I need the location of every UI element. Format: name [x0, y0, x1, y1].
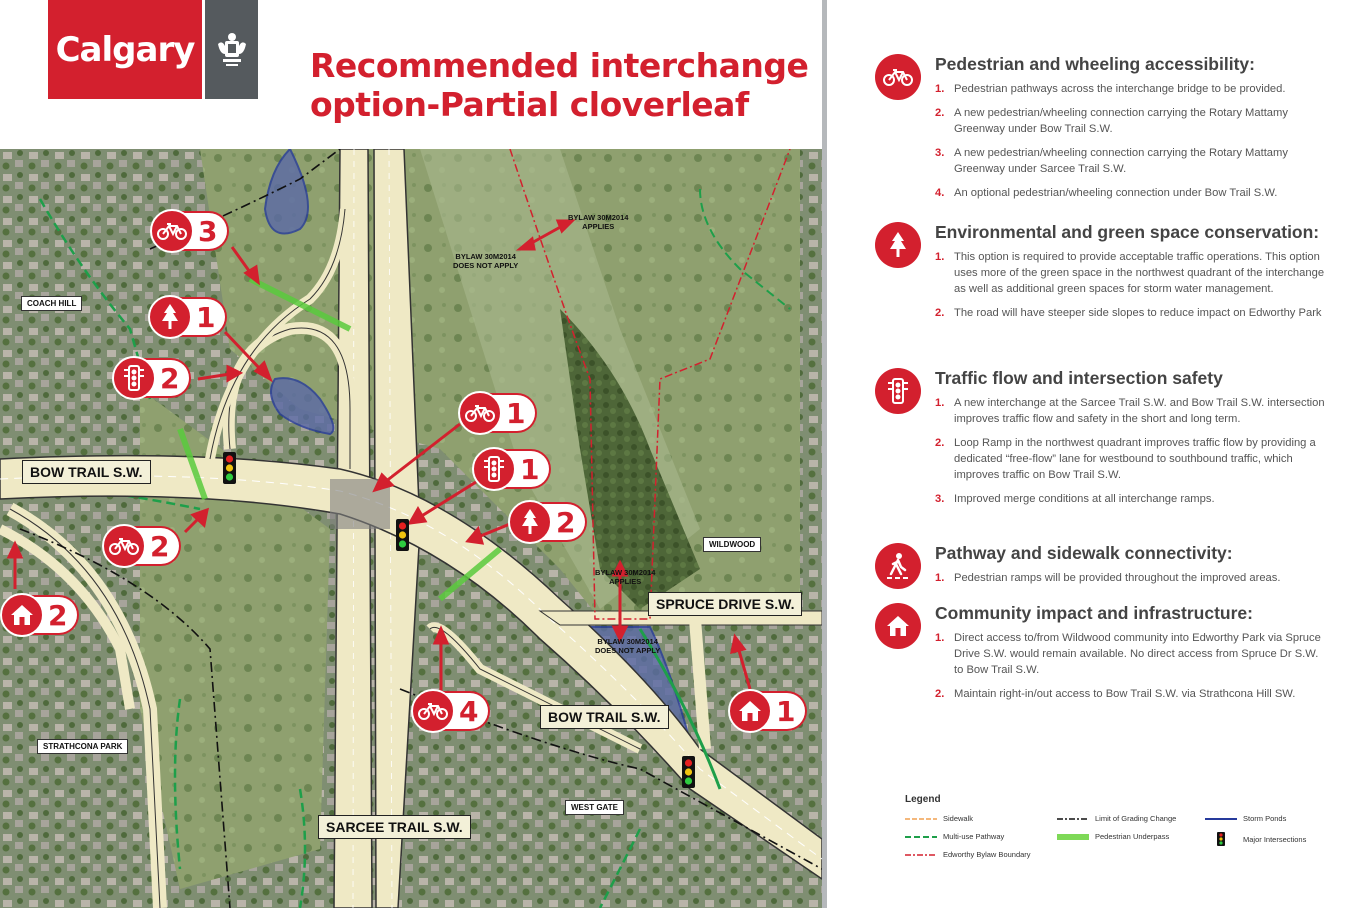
- section-list: [935, 395, 1325, 515]
- section-list: [935, 249, 1325, 329]
- legend-item-storm-ponds: Storm Ponds: [1243, 814, 1287, 823]
- list-item: 1. This option is required to provide acceptable traffic operations. This option uses more of the green space in the northwest quadrant of the interchange as well as additional green spaces for storm water management.: [935, 251, 1325, 295]
- traffic-light-icon: [112, 356, 156, 400]
- legend-item-sidewalk: Sidewalk: [943, 814, 974, 823]
- tree-icon: [875, 222, 921, 268]
- legend-item-grading-limit: Limit of Grading Change: [1095, 814, 1177, 823]
- traffic-light-icon: [875, 368, 921, 414]
- interchange-map: [0, 149, 822, 908]
- bicycle-icon: [102, 524, 146, 568]
- community-label-west-gate: WEST GATE: [565, 800, 624, 815]
- map-marker[interactable]: [728, 689, 807, 733]
- brand-name: Calgary: [55, 29, 195, 70]
- bylaw-note-applies: BYLAW 30M2014 APPLIES: [568, 213, 629, 231]
- list-item: 1. A new interchange at the Sarcee Trail S.W. and Bow Trail S.W. intersection improves traffic flow and safety in the short and long term.: [935, 397, 1325, 425]
- bylaw-note-not-apply: BYLAW 30M2014 DOES NOT APPLY: [595, 637, 661, 655]
- house-icon: [0, 593, 44, 637]
- section-title: Community impact and infrastructure:: [935, 603, 1253, 623]
- marker-number: 2: [26, 595, 79, 635]
- legend-item-bylaw-boundary: Edworthy Bylaw Boundary: [943, 850, 1031, 859]
- section-title: Traffic flow and intersection safety: [935, 368, 1223, 388]
- road-label-spruce-drive: SPRUCE DRIVE S.W.: [648, 592, 802, 616]
- tree-icon: [148, 295, 192, 339]
- section-list: [935, 81, 1325, 209]
- map-marker[interactable]: [148, 295, 227, 339]
- list-item: 3. Improved merge conditions at all interchange ramps.: [935, 493, 1215, 505]
- marker-number: 3: [176, 211, 229, 251]
- list-item: 4. An optional pedestrian/wheeling connection under Bow Trail S.W.: [935, 187, 1278, 199]
- marker-number: 1: [484, 393, 537, 433]
- legend-item-major-intersections: Major Intersections: [1205, 832, 1306, 846]
- crest-icon: [205, 0, 258, 99]
- marker-number: 2: [128, 526, 181, 566]
- map-marker[interactable]: [0, 593, 79, 637]
- bylaw-note-not-apply: BYLAW 30M2014 DOES NOT APPLY: [453, 252, 519, 270]
- marker-number: 2: [138, 358, 191, 398]
- map-marker[interactable]: [508, 500, 587, 544]
- marker-number: 1: [498, 449, 551, 489]
- section-community-impact: [875, 603, 1335, 723]
- community-label-coach-hill: COACH HILL: [21, 296, 82, 311]
- list-item: 1. Pedestrian pathways across the interchange bridge to be provided.: [935, 83, 1286, 95]
- page-title: Recommended interchange option-Partial cloverleaf: [310, 46, 809, 124]
- map-marker[interactable]: [112, 356, 191, 400]
- bicycle-icon: [458, 391, 502, 435]
- map-marker[interactable]: [472, 447, 551, 491]
- traffic-light-icon: [472, 447, 516, 491]
- bicycle-icon: [411, 689, 455, 733]
- house-icon: [728, 689, 772, 733]
- road-label-bow-trail-east: BOW TRAIL S.W.: [540, 705, 669, 729]
- section-environmental: [875, 222, 1335, 362]
- road-label-bow-trail-west: BOW TRAIL S.W.: [22, 460, 151, 484]
- section-list: [935, 570, 1325, 594]
- legend-item-multi-use-pathway: Multi-use Pathway: [943, 832, 1005, 841]
- map-marker[interactable]: [150, 209, 229, 253]
- pedestrian-crossing-icon: [875, 543, 921, 589]
- tree-icon: [508, 500, 552, 544]
- marker-number: 1: [174, 297, 227, 337]
- road-label-sarcee-trail: SARCEE TRAIL S.W.: [318, 815, 471, 839]
- marker-number: 2: [534, 502, 587, 542]
- map-marker[interactable]: [411, 689, 490, 733]
- section-traffic-flow: [875, 368, 1335, 538]
- legend-title: Legend: [905, 794, 941, 805]
- list-item: 1. Pedestrian ramps will be provided throughout the improved areas.: [935, 572, 1281, 584]
- list-item: 3. A new pedestrian/wheeling connection carrying the Rotary Mattamy Greenway under Sarcee Trail S.W.: [935, 147, 1288, 175]
- marker-number: 4: [437, 691, 490, 731]
- bylaw-note-applies: BYLAW 30M2014 APPLIES: [595, 568, 656, 586]
- section-list: [935, 630, 1325, 710]
- legend: [905, 794, 1325, 859]
- list-item: 2. A new pedestrian/wheeling connection carrying the Rotary Mattamy Greenway under Bow Trail S.W.: [935, 107, 1288, 135]
- house-icon: [875, 603, 921, 649]
- map-marker[interactable]: [102, 524, 181, 568]
- list-item: 2. Maintain right-in/out access to Bow Trail S.W. via Strathcona Hill SW.: [935, 688, 1296, 700]
- community-label-strathcona-park: STRATHCONA PARK: [37, 739, 128, 754]
- list-item: 2. Loop Ramp in the northwest quadrant improves traffic flow by providing a dedicated “free-flow” lane for westbound to southbound traffic, which improves traffic on Bow Trail S.W.: [935, 437, 1316, 481]
- list-item: 1. Direct access to/from Wildwood community into Edworthy Park via Spruce Drive S.W. would remain available. No direct access from Spruce Dr S.W. to Bow Trail S.W.: [935, 632, 1321, 676]
- section-pedestrian-wheeling: [875, 54, 1335, 214]
- bicycle-icon: [150, 209, 194, 253]
- map-marker[interactable]: [458, 391, 537, 435]
- bicycle-icon: [875, 54, 921, 100]
- community-label-wildwood: WILDWOOD: [703, 537, 761, 552]
- section-title: Pedestrian and wheeling accessibility:: [935, 54, 1255, 74]
- calgary-logo: [48, 0, 202, 99]
- divider: [822, 0, 827, 908]
- marker-number: 1: [754, 691, 807, 731]
- legend-item-pedestrian-underpass: Pedestrian Underpass: [1057, 832, 1169, 841]
- section-pathway-connectivity: [875, 543, 1335, 598]
- section-title: Environmental and green space conservation:: [935, 222, 1320, 242]
- section-title: Pathway and sidewalk connectivity:: [935, 543, 1233, 563]
- list-item: 2. The road will have steeper side slopes to reduce impact on Edworthy Park: [935, 307, 1322, 319]
